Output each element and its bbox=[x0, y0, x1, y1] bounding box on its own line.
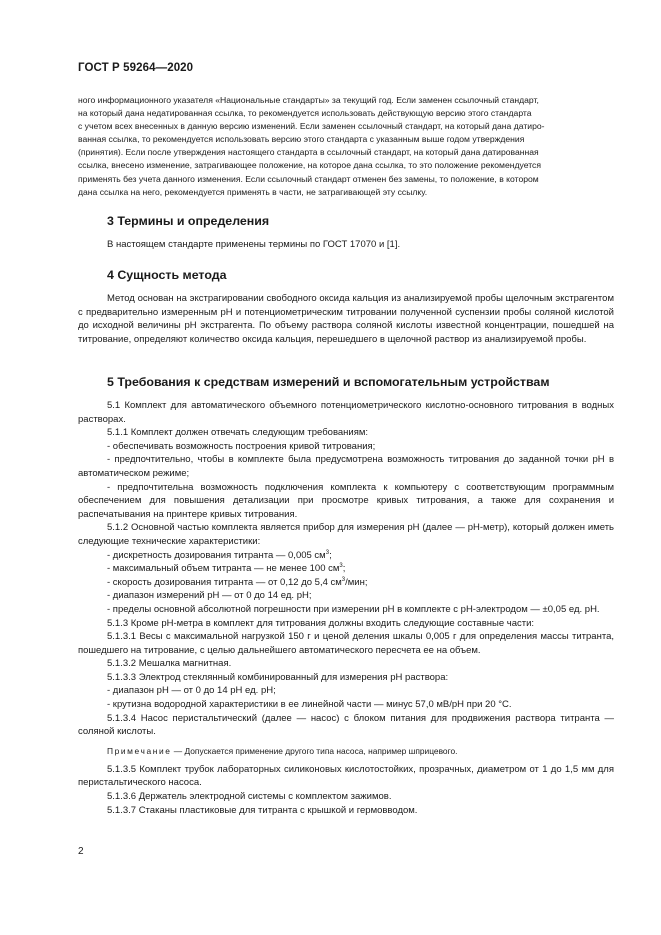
intro-line: (принятия). Если после утверждения настоящего стандарта в ссылочный стандарт, на который дана датированная bbox=[78, 147, 539, 158]
clause-5-1-3-4: 5.1.3.4 Насос перистальтический (далее — насос) с блоком питания для продвижения раствора титранта — соляной кислоты. bbox=[78, 712, 614, 738]
intro-line: с учетом всех внесенных в данную версию изменений. Если заменен ссылочный стандарт, на который дана датиро- bbox=[78, 121, 545, 132]
page-number: 2 bbox=[78, 846, 84, 857]
section-4-text: Метод основан на экстрагировании свободного оксида кальция из анализируемой пробы щелочным экстрагентом с предварительно измеренным pH и потенциометрическим титровании полученной суспензии пробы соляной кислотой до исходной величины pH экстрагента. По объему раствора соляной кислоты известной концентрации, пошедшей на титрование, определяют количество оксида кальция, перешедшего в щелочной раствор из анализируемой пробы. bbox=[78, 293, 614, 345]
clause-5-1-2-item: - максимальный объем титранта — не менее 100 $см^3$; bbox=[107, 562, 346, 575]
clause-5-1-2-item: - скорость дозирования титранта — от 0,12 до 5,4 $см^3$/мин; bbox=[107, 576, 368, 588]
intro-line: на который дана недатированная ссылка, то рекомендуется использовать действующую версию этого стандарта bbox=[78, 108, 532, 119]
intro-line: ного информационного указателя «Национальные стандарты» за текущий год. Если заменен ссылочный стандарт, bbox=[78, 95, 539, 105]
clause-5-1-1-item: - обеспечивать возможность построения кривой титрования; bbox=[107, 440, 376, 452]
clause-5-1-3-3: 5.1.3.3 Электрод стеклянный комбинированный для измерения pH раствора: bbox=[107, 671, 449, 683]
note-text: — Допускается применение другого типа насоса, например шприцевого. bbox=[171, 745, 458, 756]
clause-5-1-3-3-item: - крутизна водородной характеристики в ее линейной части — минус 57,0 мВ/pH при 20 °С. bbox=[107, 699, 512, 711]
section-3-text: В настоящем стандарте применены термины по ГОСТ 17070 и [1]. bbox=[107, 239, 401, 250]
clause-5-1-2-item: - пределы основной абсолютной погрешности при измерении pH в комплекте с pH-электродом — ±0,05 ед. pH. bbox=[107, 603, 600, 615]
clause-5-1-3: 5.1.3 Кроме pH-метра в комплект для титрования должны входить следующие составные части: bbox=[107, 617, 535, 629]
note-label: Примечание bbox=[107, 745, 172, 756]
clause-5-1-1-item: - предпочтительно, чтобы в комплекте была предусмотрена возможность титрования до заданной точки pH в автоматическом режиме; bbox=[78, 454, 614, 479]
intro-paragraph bbox=[78, 94, 614, 199]
section-5-body bbox=[78, 399, 614, 817]
section-5-heading: 5 Требования к средствам измерений и вспомогательным устройствам bbox=[107, 375, 550, 389]
section-3-heading: 3 Термины и определения bbox=[107, 214, 270, 228]
section-4-body bbox=[78, 292, 614, 346]
clause-5-1-3-7: 5.1.3.7 Стаканы пластиковые для титранта с крышкой и гермовводом. bbox=[107, 804, 418, 816]
clause-5-1-3-1: 5.1.3.1 Весы с максимальной нагрузкой 150 г и ценой деления шкалы 0,005 г для определения массы титранта, пошедшего на титрование, с целью дальнейшего автоматического пересчета ее на объем. bbox=[78, 631, 614, 656]
clause-5-1-3-5: 5.1.3.5 Комплект трубок лабораторных силиконовых кислотостойких, прозрачных, диаметром от 1 до 1,5 мм для перистальтического насоса. bbox=[78, 763, 614, 789]
section-3-body bbox=[78, 238, 614, 252]
clause-5-1: 5.1 Комплект для автоматического объемного потенциометрического кислотно-основного титрования в водных растворах. bbox=[78, 400, 614, 425]
clause-5-1-2-item: - диапазон измерений pH — от 0 до 14 ед. pH; bbox=[107, 590, 312, 602]
intro-line: применять без учета данного изменения. Если ссылочный стандарт отменен без замены, то положение, в котором bbox=[78, 173, 539, 184]
clause-5-1-1: 5.1.1 Комплект должен отвечать следующим требованиям: bbox=[107, 427, 369, 439]
clause-5-1-3-3-item: - диапазон pH — от 0 до 14 pH ед. pH; bbox=[107, 685, 276, 697]
intro-line: ванная ссылка, то рекомендуется использовать версию этого стандарта с указанным выше годом утверждения bbox=[78, 134, 525, 145]
clause-5-1-3-6: 5.1.3.6 Держатель электродной системы с комплектом зажимов. bbox=[107, 791, 392, 803]
section-4-heading: 4 Сущность метода bbox=[107, 268, 227, 282]
intro-line: дана ссылка на него, рекомендуется применять в части, не затрагивающей эту ссылку. bbox=[78, 186, 428, 197]
intro-line: ссылка, внесено изменение, затрагивающее положение, на которое дана ссылка, то это положение рекомендуется bbox=[78, 160, 541, 171]
clause-5-1-3-2: 5.1.3.2 Мешалка магнитная. bbox=[107, 658, 232, 670]
clause-5-1-2-item: - дискретность дозирования титранта — 0,005 $см^3$; bbox=[107, 549, 332, 561]
note bbox=[78, 745, 614, 757]
clause-5-1-1-item: - предпочтительна возможность подключения комплекта к компьютеру с соответствующим программным обеспечением для повышения детализации при просмотре кривых титрования, а также для сохранения и распечатывания на принтере кривых титрования. bbox=[78, 481, 614, 520]
document-header: ГОСТ Р 59264—2020 bbox=[78, 62, 194, 74]
clause-5-1-2: 5.1.2 Основной частью комплекта является прибор для измерения pH (далее — pH-метр), который должен иметь следующие технические характеристики: bbox=[78, 522, 614, 547]
